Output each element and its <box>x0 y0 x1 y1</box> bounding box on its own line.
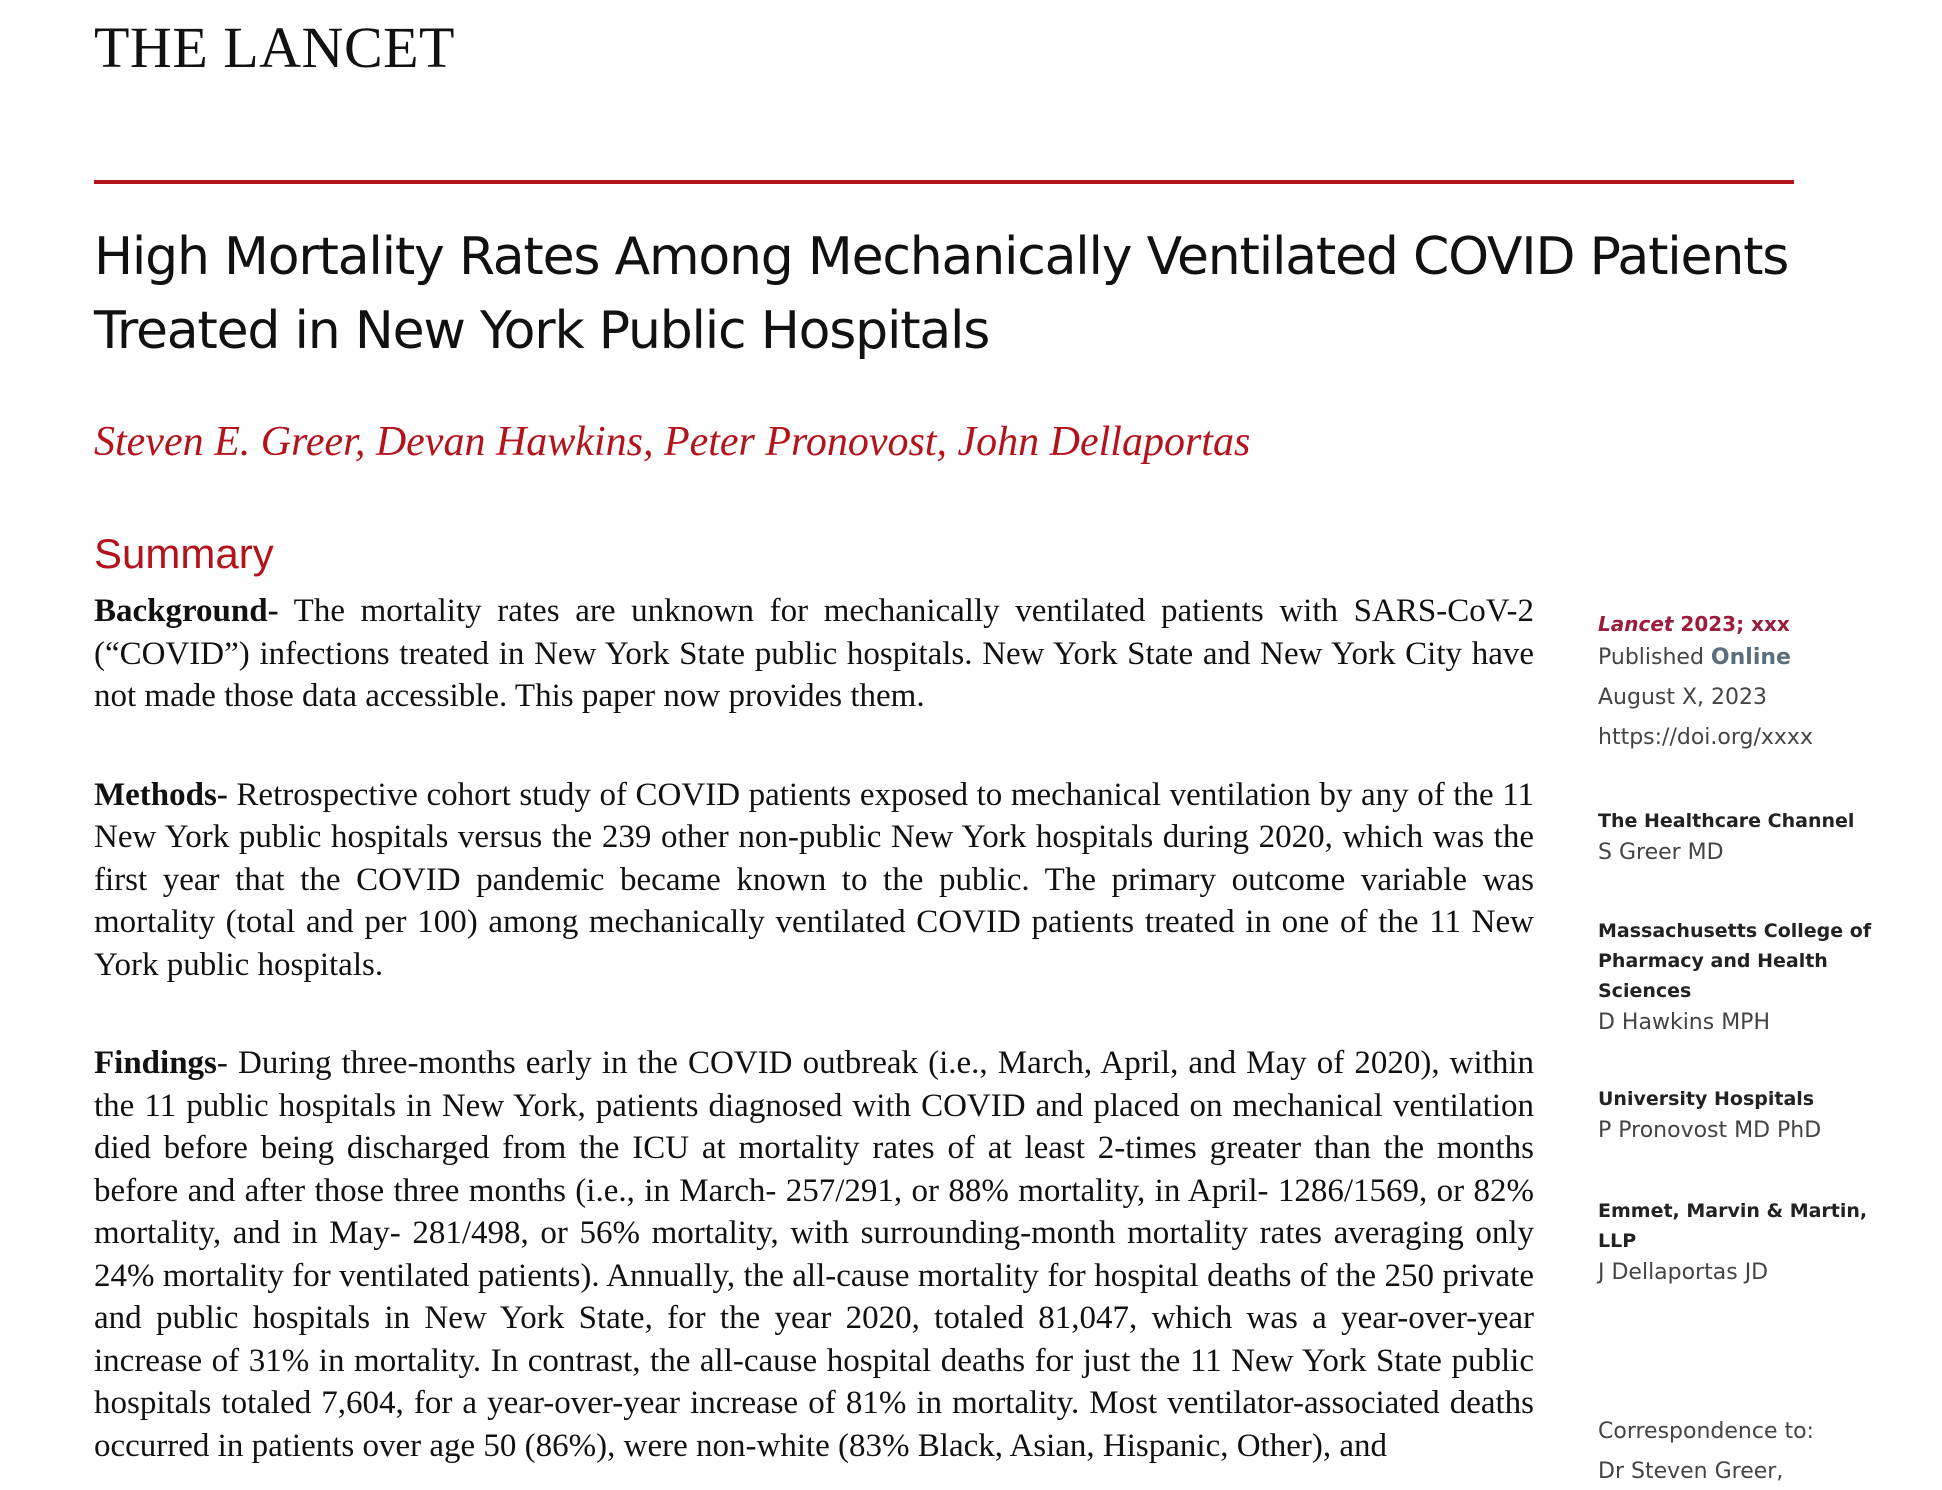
methods-text: Retrospective cohort study of COVID patients exposed to mechanical ventilation by any of the 11 New York public hospitals versus the 239 other non-public New York hospitals during 2020, which was the first year that the COVID pandemic became known to the public. The primary outcome variable was mortality (total and per 100) among mechanically ventilated COVID patients treated in one of the 11 New York public hospitals. <box>94 776 1534 983</box>
citation <box>1598 612 1898 636</box>
citation-rest: 2023; xxx <box>1673 612 1790 636</box>
published-label: Published <box>1598 645 1704 670</box>
affiliation-3 <box>1598 1084 1898 1148</box>
publication-date: August X, 2023 <box>1598 685 1768 710</box>
summary-body <box>94 590 1534 1490</box>
affiliation-org: The Healthcare Channel <box>1598 810 1855 832</box>
affiliation-person: S Greer MD <box>1598 840 1724 865</box>
findings-paragraph <box>94 1042 1534 1467</box>
published-line <box>1598 638 1898 678</box>
affiliation-2 <box>1598 916 1898 1040</box>
affiliation-org: Emmet, Marvin & Martin, LLP <box>1598 1200 1868 1252</box>
affiliation-1 <box>1598 806 1898 870</box>
citation-journal: Lancet <box>1598 612 1674 636</box>
background-paragraph <box>94 590 1534 718</box>
background-label: Background- <box>94 593 279 629</box>
online-label: Online <box>1710 645 1791 670</box>
author-list: Steven E. Greer, Devan Hawkins, Peter Pronovost, John Dellaportas <box>94 419 1251 465</box>
publication-info <box>1598 612 1898 758</box>
correspondence-name: Dr Steven Greer, <box>1598 1459 1784 1484</box>
findings-text: - During three-months early in the COVID outbreak (i.e., March, April, and May of 2020), within the 11 public hospitals in New York, patients diagnosed with COVID and placed on mechanical ventilation died before being discharged from the ICU at mortality rates of at least 2-times greater than the months before and after those three months (i.e., in March- 257/291, or 88% mortality, in April- 1286/1569, or 82% mortality, and in May- 281/498, or 56% mortality, with surrounding-month mortality rates averaging only 24% mortality for ventilated patients). Annually, the all-cause mortality for hospital deaths of the 250 private and public hospitals in New York State, for the year 2020, totaled 81,047, which was a year-over-year increase of 31% in mortality. In contrast, the all-cause hospital deaths for just the 11 New York State public hospitals totaled 7,604, for a year-over-year increase of 81% in mortality. Most ventilator-associated deaths occurred in patients over age 50 (86%), were non-white (83% Black, Asian, Hispanic, Other), and <box>94 1045 1534 1464</box>
affiliation-4 <box>1598 1196 1898 1290</box>
correspondence-label: Correspondence to: <box>1598 1419 1814 1444</box>
article-title: High Mortality Rates Among Mechanically Ventilated COVID Patients Treated in New York Public Hospitals <box>94 227 1789 361</box>
affiliation-org: Massachusetts College of Pharmacy and Health Sciences <box>1598 920 1872 1002</box>
doi-link[interactable]: https://doi.org/xxxx <box>1598 725 1813 750</box>
journal-name: THE LANCET <box>94 15 455 80</box>
affiliation-person: D Hawkins MPH <box>1598 1010 1770 1035</box>
affiliation-person: J Dellaportas JD <box>1598 1260 1769 1285</box>
findings-label: Findings <box>94 1045 217 1081</box>
methods-label: Methods- <box>94 776 228 813</box>
summary-heading: Summary <box>94 530 274 577</box>
affiliation-person: P Pronovost MD PhD <box>1598 1118 1822 1143</box>
background-text: The mortality rates are unknown for mechanically ventilated patients with SARS-CoV-2 (“COVID”) infections treated in New York State public hospitals. New York State and New York City have not made those data accessible. This paper now provides them. <box>94 593 1534 714</box>
header-rule <box>94 180 1794 184</box>
affiliation-org: University Hospitals <box>1598 1088 1815 1110</box>
methods-paragraph <box>94 774 1534 987</box>
correspondence <box>1598 1412 1918 1490</box>
